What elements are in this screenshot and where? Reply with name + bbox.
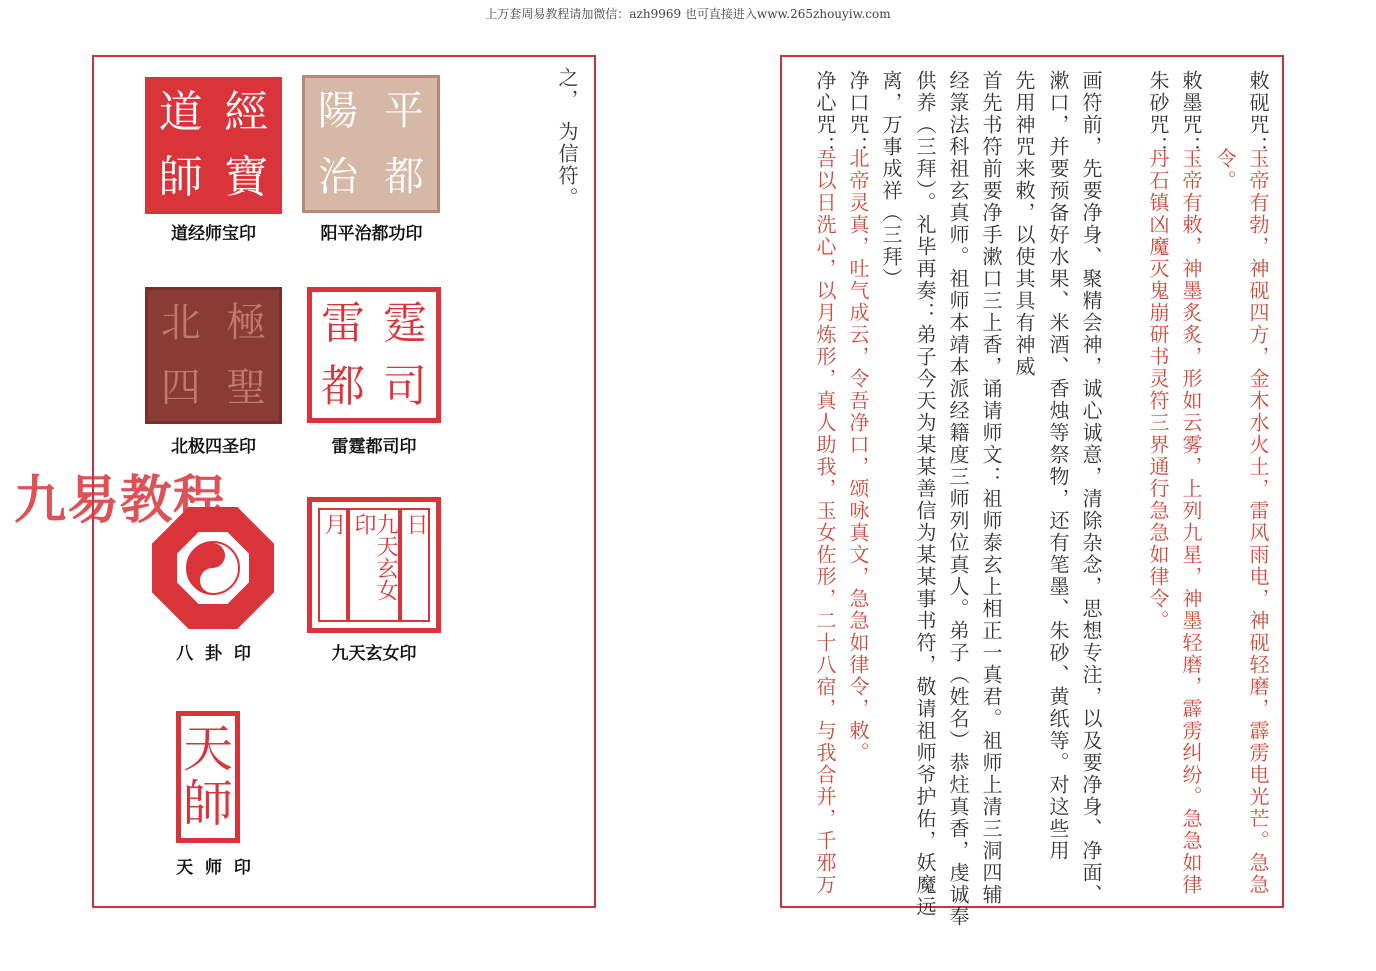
seal-char: 師 [158,152,203,204]
text-column: 画符前，先要净身、聚精会神，诚心诚意，清除杂念，思想专注，以及要净身、净面、 [1079,70,1103,906]
seal-char: 日 [400,508,430,622]
seal-char: 月 [318,508,348,622]
text-column: 玉帝有勃，神砚四方，金木水火土，雷风雨电，神砚轻磨，霹雳电光芒。急急 [1246,148,1270,896]
text-column: 净心咒： [813,70,837,158]
seal-char: 北 [160,299,201,346]
seal-char: 都 [384,154,424,200]
text-column: 北帝灵真，吐气成云，令吾净口，颂咏真文，急急如律令，敕。 [846,148,870,764]
seal-char: 四 [160,365,201,412]
text-column: 经箓法科祖玄真师。祖师本靖本派经籍度三师列位真人。弟子（姓名）恭炷真香，虔诚奉 [946,70,970,928]
watermark-logo: 九易教程 [14,471,227,531]
seal-char: 霆 [383,297,427,349]
seal-char: 雷 [321,297,365,349]
seal-caption-2: 阳平治都功印 [320,224,423,244]
seal-char: 寶 [224,152,269,204]
seal-caption-4: 雷霆都司印 [331,437,417,457]
seal-char: 陽 [318,88,358,134]
text-column: 丹石镇凶魔灭鬼崩研书灵符三界通行急急如律令。 [1146,148,1170,632]
seal-char: 道 [158,86,203,138]
seal-caption-1: 道经师宝印 [171,224,256,244]
seal-beijisisheng [145,287,282,424]
seal-char: 司 [383,360,427,412]
text-column: 敕墨咒： [1179,70,1203,158]
seal-char: 天 [183,720,233,778]
text-column: 首先书符前要净手漱口三上香，诵请师文：祖师泰玄上相正一真君。祖师上清三洞四辅 [979,70,1003,906]
seal-char: 極 [226,299,267,346]
seal-char: 經 [224,86,269,138]
seal-jiutianxuannv [307,497,441,633]
seal-daojingshibao [145,77,282,214]
header-banner: 上万套周易教程请加微信：azh9969 也可直接进入www.265zhouyiw.com [485,7,891,21]
seal-caption-5: 八 卦 印 [176,644,251,664]
bagua-inner [177,532,249,604]
seal-tianshi [176,711,240,843]
text-column: 吾以日洗心，以月炼形，真人助我，玉女佐形，二十八宿，与我合并，千邪万 [813,148,837,896]
text-column: 离，万事成祥（三拜） [879,70,903,290]
seal-char: 聖 [226,365,267,412]
text-column: 玉帝有敕，神墨炙炙，形如云雾，上列九星，神墨轻磨，霹雳纠纷。急急如律 [1179,148,1203,896]
seal-char: 師 [183,775,233,833]
left-text-col-1: 之， [555,67,579,111]
seal-char: 都 [321,360,365,412]
seal-char: 九天玄女印 [348,508,400,622]
seal-caption-3: 北极四圣印 [171,437,256,457]
seal-char: 治 [318,154,358,200]
seal-leitingdusi [307,287,441,423]
text-column: 净口咒： [846,70,870,158]
left-text-col-2: 为信符。 [555,121,579,209]
yinyang-icon [186,541,240,595]
text-column: 朱砂咒： [1146,70,1170,158]
text-column: 漱口，并要预备好水果、米酒、香烛等祭物，还有笔墨、朱砂、黄纸等。对这些用 [1046,70,1070,862]
text-column: 先用神咒来敕，以使其具有神威 [1012,70,1036,378]
text-column: 敕砚咒： [1246,70,1270,158]
text-column: 令。 [1213,148,1237,192]
seal-yangpingzhi [302,75,440,213]
seal-char: 平 [384,88,424,134]
text-column: 供养（三拜）。礼毕再奏：弟子今天为某某善信为某某事书符，敬请祖师爷护佑，妖魔远 [913,70,937,918]
seal-caption-7: 天 师 印 [176,858,251,878]
seal-caption-6: 九天玄女印 [331,644,417,664]
